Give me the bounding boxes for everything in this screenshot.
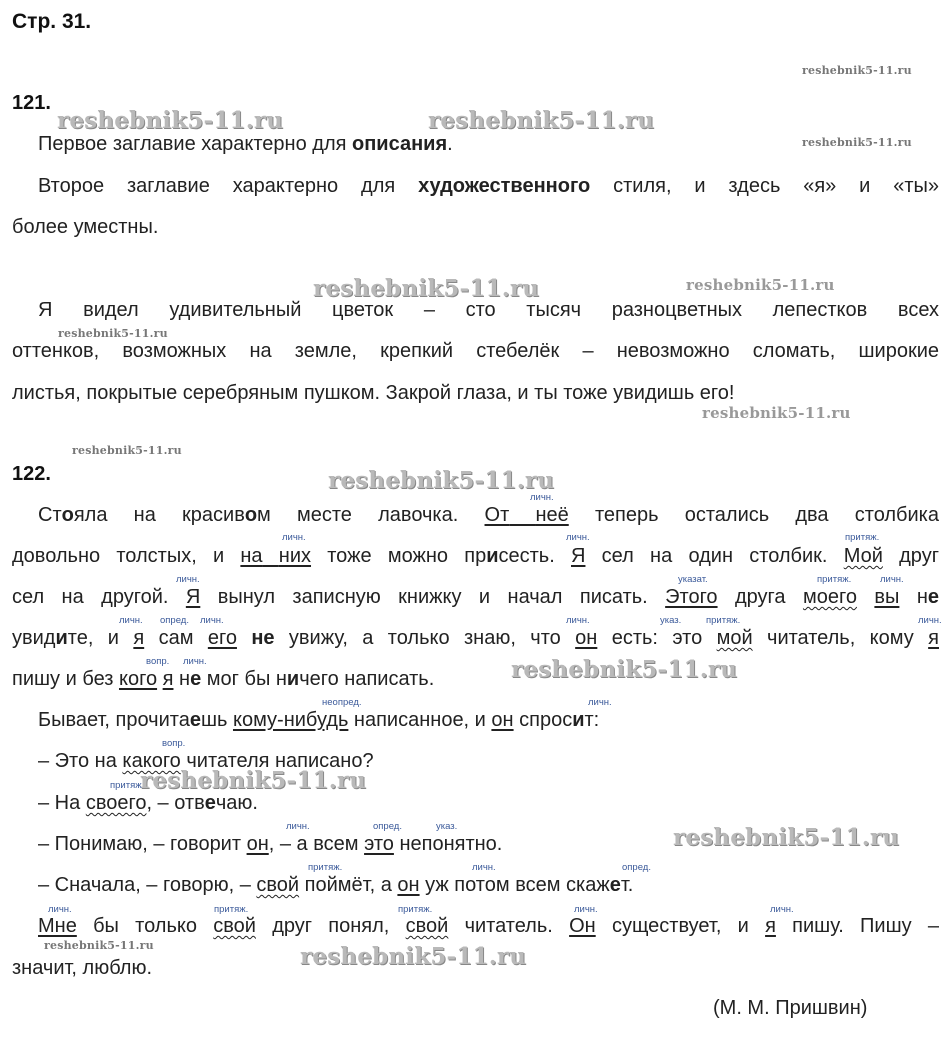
text-line — [38, 503, 939, 527]
text: стиля, и здесь «я» и «ты» — [590, 175, 939, 197]
pronoun-tag: личн. — [880, 574, 904, 585]
text: вынул записную книжку и начал писать. — [200, 586, 666, 608]
text — [857, 586, 874, 608]
bold-word: не — [251, 627, 275, 649]
text: читатель, кому — [752, 627, 929, 649]
pronoun-tag: личн. — [119, 615, 143, 626]
text-line — [38, 708, 599, 732]
pronoun-tag: указат. — [678, 574, 708, 585]
text: яла на красив — [73, 504, 245, 526]
text: Второе заглавие характерно для — [38, 175, 419, 197]
text-line — [12, 585, 939, 609]
pronoun: его — [207, 627, 237, 649]
text: читателя написано? — [180, 750, 374, 772]
pronoun-tag: притяж. — [398, 904, 433, 915]
watermark: reshebnik5-11.ru — [802, 64, 912, 77]
pronoun-tag: личн. — [588, 697, 612, 708]
text: друг — [882, 545, 940, 567]
pronoun: Он — [569, 915, 596, 937]
text: чаю. — [215, 792, 258, 814]
pronoun: них — [278, 545, 312, 567]
watermark: reshebnik5-11.ru — [328, 467, 555, 494]
text: Ст — [38, 504, 62, 526]
text: тоже можно пр — [311, 545, 487, 567]
pronoun: всем — [313, 833, 359, 855]
page-label: Стр. 31. — [12, 10, 92, 33]
text — [509, 504, 535, 526]
pronoun-tag: личн. — [566, 615, 590, 626]
text: т. — [620, 874, 634, 896]
pronoun: Мой — [843, 545, 883, 567]
stressed-letter: е — [927, 586, 939, 608]
pronoun-tag: притяж. — [817, 574, 852, 585]
pronoun: он — [397, 874, 420, 896]
pronoun: кого — [118, 668, 158, 690]
watermark: reshebnik5-11.ru — [58, 327, 168, 340]
pronoun: я — [928, 627, 939, 649]
pronoun: Я — [185, 586, 201, 608]
pronoun-tag: указ. — [436, 821, 458, 832]
stressed-letter: о — [61, 504, 74, 526]
dialogue-line — [38, 749, 374, 773]
text-line — [12, 667, 434, 691]
pronoun-tag: притяж. — [308, 862, 343, 873]
pronoun-tag: личн. — [918, 615, 942, 626]
text: пишу. Пишу – — [775, 915, 939, 937]
answer-line: более уместны. — [12, 216, 159, 238]
pronoun-tag: указ. — [660, 615, 682, 626]
text: непонятно. — [393, 833, 503, 855]
pronoun: неё — [535, 504, 569, 526]
text: сам — [144, 627, 208, 649]
text — [237, 627, 251, 649]
text-line: значит, люблю. — [12, 957, 152, 979]
pronoun-tag: притяж. — [706, 615, 741, 626]
watermark: reshebnik5-11.ru — [72, 444, 182, 457]
dialogue-line — [38, 873, 633, 897]
watermark: reshebnik5-11.ru — [300, 943, 527, 970]
text: скаж — [560, 874, 610, 896]
text: существует, и — [595, 915, 766, 937]
text: Первое заглавие характерно для — [38, 133, 352, 155]
pronoun-tag: личн. — [286, 821, 310, 832]
watermark: reshebnik5-11.ru — [428, 107, 655, 134]
pronoun: кому-нибудь — [232, 709, 349, 731]
pronoun-tag: личн. — [472, 862, 496, 873]
pronoun: он — [575, 627, 598, 649]
pronoun: Мне — [38, 915, 77, 937]
pronoun-tag: личн. — [282, 532, 306, 543]
watermark: reshebnik5-11.ru — [702, 404, 851, 422]
answer-line — [38, 174, 939, 198]
pronoun-tag: притяж. — [214, 904, 249, 915]
stressed-letter: и — [486, 545, 499, 567]
text: , – а — [268, 833, 314, 855]
pronoun: всем — [515, 874, 561, 896]
watermark: reshebnik5-11.ru — [511, 656, 738, 683]
text: шь — [200, 709, 233, 731]
text: – Понимаю, – говорит — [38, 833, 247, 855]
pronoun-tag: притяж. — [845, 532, 880, 543]
stressed-letter: е — [190, 668, 202, 690]
pronoun: какого — [122, 750, 181, 772]
stressed-letter: и — [572, 709, 585, 731]
text: чего написать. — [299, 668, 435, 690]
underlined-word: От — [484, 504, 510, 526]
text: описания — [352, 133, 448, 155]
text: друг понял, — [255, 915, 406, 937]
stressed-letter: о — [244, 504, 258, 526]
text: . — [447, 133, 453, 155]
text: увижу, а только знаю, что — [274, 627, 576, 649]
pronoun: вы — [874, 586, 900, 608]
pronoun-tag: личн. — [176, 574, 200, 585]
text: друга — [717, 586, 803, 608]
pronoun: свой — [256, 874, 300, 896]
text: есть: это — [597, 627, 717, 649]
pronoun-tag: личн. — [183, 656, 207, 667]
text: увид — [12, 627, 56, 649]
stressed-letter: е — [189, 709, 201, 731]
pronoun-tag: личн. — [48, 904, 72, 915]
pronoun: своего — [85, 792, 147, 814]
text: м месте лавочка. — [257, 504, 485, 526]
text: сел на один столбик. — [585, 545, 844, 567]
composed-text-line: листья, покрытые серебряным пушком. Закрой глаза, и ты тоже увидишь его! — [12, 382, 735, 404]
text: т: — [584, 709, 600, 731]
pronoun: он — [246, 833, 269, 855]
underlined-word: на — [240, 545, 263, 567]
text: , – отв — [146, 792, 205, 814]
pronoun-tag: опред. — [160, 615, 189, 626]
exercise-number: 121. — [12, 92, 51, 114]
text: пишу и без — [12, 668, 119, 690]
stressed-letter: е — [609, 874, 621, 896]
text-line — [38, 914, 939, 938]
watermark: reshebnik5-11.ru — [57, 107, 284, 134]
pronoun: он — [491, 709, 514, 731]
pronoun: я — [162, 668, 174, 690]
text — [263, 545, 279, 567]
pronoun-tag: вопр. — [146, 656, 170, 667]
text: н — [899, 586, 928, 608]
watermark: reshebnik5-11.ru — [802, 136, 912, 149]
pronoun-tag: личн. — [530, 492, 554, 503]
pronoun: мой — [716, 627, 753, 649]
pronoun-tag: притяж — [110, 780, 142, 791]
text-line — [12, 544, 939, 568]
composed-text-line: оттенков, возможных на земле, крепкий стебелёк – невозможно сломать, широкие — [12, 340, 939, 362]
text: мог бы н — [201, 668, 287, 690]
text: – Это на — [38, 750, 123, 772]
text: поймёт, а — [299, 874, 398, 896]
watermark: reshebnik5-11.ru — [673, 824, 900, 851]
pronoun: свой — [405, 915, 449, 937]
text: те, и — [67, 627, 134, 649]
pronoun: моего — [802, 586, 857, 608]
watermark: reshebnik5-11.ru — [313, 275, 540, 302]
composed-text-line: Я видел удивительный цветок – сто тысяч разноцветных лепестков всех — [38, 299, 939, 321]
text: читатель. — [448, 915, 570, 937]
author-attribution: (М. М. Пришвин) — [713, 997, 868, 1019]
pronoun: свой — [213, 915, 256, 937]
dialogue-line — [38, 791, 258, 815]
text: бы только — [76, 915, 214, 937]
pronoun: Этого — [665, 586, 718, 608]
text: сесть. — [498, 545, 571, 567]
text: написанное, и — [348, 709, 492, 731]
text-line — [12, 626, 939, 650]
pronoun-tag: личн. — [770, 904, 794, 915]
text: Бывает, прочита — [38, 709, 190, 731]
stressed-letter: и — [55, 627, 68, 649]
stressed-letter: и — [286, 668, 300, 690]
pronoun-tag: опред. — [622, 862, 651, 873]
answer-line — [38, 132, 453, 156]
text: уж потом — [419, 874, 516, 896]
pronoun-tag: неопред. — [322, 697, 362, 708]
pronoun-tag: опред. — [373, 821, 402, 832]
exercise-number: 122. — [12, 463, 51, 485]
dialogue-line — [38, 832, 502, 856]
text: художественного — [418, 175, 591, 197]
pronoun-tag: личн. — [200, 615, 224, 626]
pronoun-tag: личн. — [574, 904, 598, 915]
pronoun-tag: личн. — [566, 532, 590, 543]
text: – Сначала, – говорю, – — [38, 874, 257, 896]
text: теперь остались два столбика — [568, 504, 939, 526]
stressed-letter: е — [204, 792, 216, 814]
text: довольно толстых, и — [12, 545, 241, 567]
pronoun: Я — [571, 545, 586, 567]
pronoun: я — [133, 627, 145, 649]
pronoun-tag: вопр. — [162, 738, 186, 749]
text: – На — [38, 792, 86, 814]
watermark: reshebnik5-11.ru — [686, 276, 835, 294]
pronoun: я — [765, 915, 776, 937]
watermark: reshebnik5-11.ru — [140, 767, 367, 794]
text: сел на другой. — [12, 586, 186, 608]
text: н — [173, 668, 191, 690]
pronoun: это — [364, 833, 394, 855]
text: спрос — [513, 709, 573, 731]
watermark: reshebnik5-11.ru — [44, 939, 154, 952]
